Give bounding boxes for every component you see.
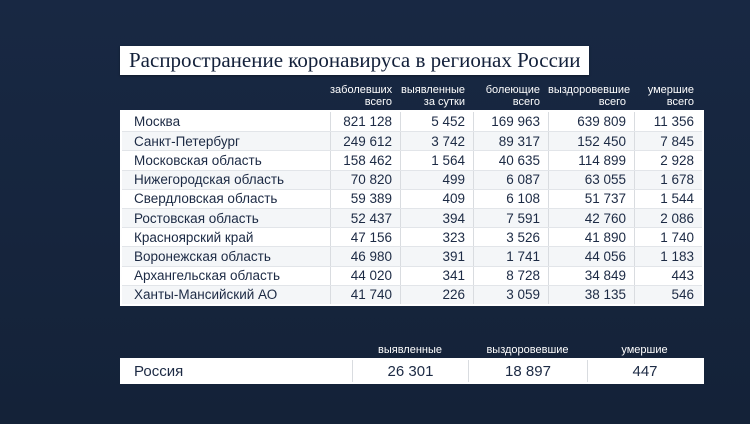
value-cell: 447 xyxy=(587,360,702,382)
value-cell: 47 156 xyxy=(330,228,400,246)
region-name-cell: Нижегородская область xyxy=(134,172,285,188)
value-cell: 63 055 xyxy=(548,171,634,189)
column-header xyxy=(473,84,548,108)
table-row xyxy=(122,170,702,189)
value-cell: 1 740 xyxy=(634,228,702,246)
value-cell: 8 728 xyxy=(473,267,548,285)
table-row xyxy=(122,112,702,131)
value-cell: 6 087 xyxy=(473,171,548,189)
column-header xyxy=(548,84,634,108)
region-name-cell: Свердловская область xyxy=(134,191,278,207)
value-cell: 59 389 xyxy=(330,190,400,208)
value-cell: 2 928 xyxy=(634,151,702,169)
column-header xyxy=(330,84,400,108)
value-cell: 3 526 xyxy=(473,228,548,246)
value-cell: 499 xyxy=(400,171,473,189)
table-row xyxy=(122,150,702,169)
value-cell: 394 xyxy=(400,209,473,227)
table-row xyxy=(122,131,702,150)
value-cell: 26 301 xyxy=(352,360,468,382)
value-cell: 7 845 xyxy=(634,132,702,150)
value-cell: 52 437 xyxy=(330,209,400,227)
value-cell: 44 056 xyxy=(548,247,634,265)
main-table-header-row xyxy=(122,82,702,108)
region-name-cell: Москва xyxy=(134,114,181,130)
value-cell: 323 xyxy=(400,228,473,246)
column-header: выздоровевшие xyxy=(486,344,569,356)
value-cell: 409 xyxy=(400,190,473,208)
russia-table-header-row xyxy=(122,340,702,356)
region-name-cell: Ростовская область xyxy=(134,210,259,226)
table-row xyxy=(122,189,702,208)
value-cell: 41 740 xyxy=(330,286,400,304)
value-cell: 3 742 xyxy=(400,132,473,150)
value-cell: 1 544 xyxy=(634,190,702,208)
value-cell: 1 678 xyxy=(634,171,702,189)
value-cell: 546 xyxy=(634,286,702,304)
column-header-line2: за сутки xyxy=(423,96,465,108)
region-name-cell: Санкт-Петербург xyxy=(134,133,240,149)
table-row xyxy=(122,285,702,304)
page-title: Распространение коронавируса в регионах России xyxy=(120,46,589,75)
table-row xyxy=(122,246,702,265)
value-cell: 6 108 xyxy=(473,190,548,208)
value-cell: 443 xyxy=(634,267,702,285)
value-cell: 158 462 xyxy=(330,151,400,169)
region-name-cell: Ханты-Мансийский АО xyxy=(134,287,278,303)
value-cell: 2 086 xyxy=(634,209,702,227)
column-header-line2: всего xyxy=(364,96,392,108)
value-cell: 34 849 xyxy=(548,267,634,285)
region-name-cell: Московская область xyxy=(134,152,262,168)
value-cell: 249 612 xyxy=(330,132,400,150)
column-header-line1: выздоровевшие xyxy=(548,84,631,96)
value-cell: 1 183 xyxy=(634,247,702,265)
column-header xyxy=(400,84,473,108)
value-cell: 89 317 xyxy=(473,132,548,150)
region-name-cell: Россия xyxy=(134,362,184,380)
column-header-line2: всего xyxy=(512,96,540,108)
value-cell: 5 452 xyxy=(400,112,473,131)
value-cell: 1 741 xyxy=(473,247,548,265)
value-cell: 821 128 xyxy=(330,112,400,131)
value-cell: 114 899 xyxy=(548,151,634,169)
value-cell: 152 450 xyxy=(548,132,634,150)
table-row xyxy=(122,266,702,285)
value-cell: 639 809 xyxy=(548,112,634,131)
value-cell: 11 356 xyxy=(634,112,702,131)
table-row xyxy=(122,208,702,227)
value-cell: 44 020 xyxy=(330,267,400,285)
column-header xyxy=(634,84,702,108)
region-name-cell: Воронежская область xyxy=(134,248,271,264)
column-header-line2: всего xyxy=(598,96,626,108)
value-cell: 391 xyxy=(400,247,473,265)
value-cell: 40 635 xyxy=(473,151,548,169)
value-cell: 41 890 xyxy=(548,228,634,246)
table-row xyxy=(122,360,702,382)
main-regions-table xyxy=(120,110,704,306)
value-cell: 38 135 xyxy=(548,286,634,304)
region-name-cell: Красноярский край xyxy=(134,229,254,245)
value-cell: 51 737 xyxy=(548,190,634,208)
value-cell: 226 xyxy=(400,286,473,304)
russia-total-table xyxy=(120,358,704,384)
table-row xyxy=(122,227,702,246)
value-cell: 18 897 xyxy=(468,360,587,382)
value-cell: 42 760 xyxy=(548,209,634,227)
value-cell: 169 963 xyxy=(473,112,548,131)
value-cell: 341 xyxy=(400,267,473,285)
column-header: умершие xyxy=(621,344,668,356)
column-header-line1: болеющие xyxy=(485,84,540,96)
value-cell: 70 820 xyxy=(330,171,400,189)
column-header-line1: выявленные xyxy=(400,84,465,96)
region-name-cell: Архангельская область xyxy=(134,268,281,284)
value-cell: 7 591 xyxy=(473,209,548,227)
column-header-line2: всего xyxy=(666,96,694,108)
column-header: выявленные xyxy=(377,344,442,356)
column-header-line1: умершие xyxy=(647,84,694,96)
column-header-line1: заболевших xyxy=(330,84,393,96)
value-cell: 1 564 xyxy=(400,151,473,169)
value-cell: 46 980 xyxy=(330,247,400,265)
value-cell: 3 059 xyxy=(473,286,548,304)
